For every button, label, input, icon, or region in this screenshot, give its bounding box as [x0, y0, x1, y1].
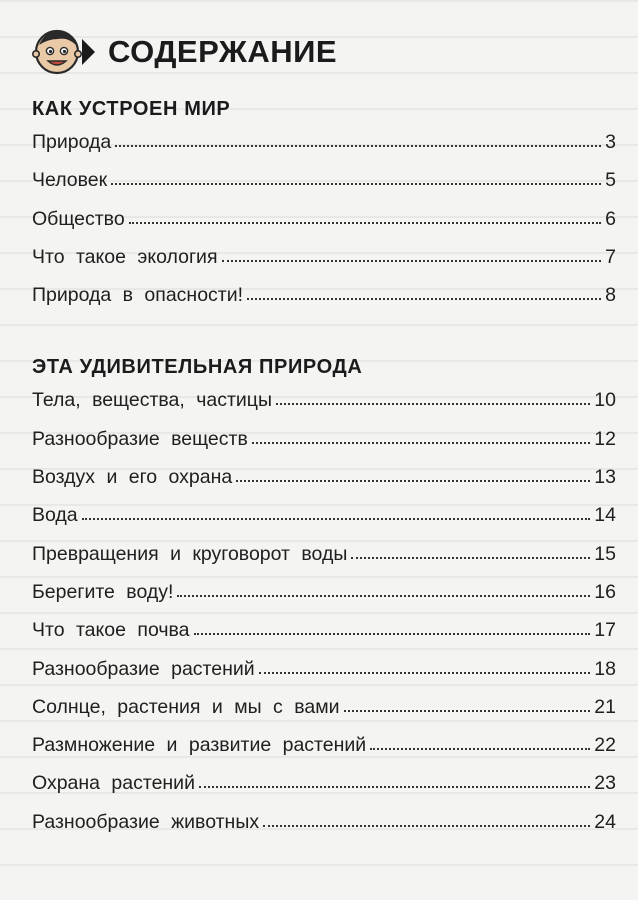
toc-entry-page: 5 [605, 169, 616, 192]
toc-entry-label: Разнообразие растений [32, 657, 255, 680]
toc-entry-label: Охрана растений [32, 772, 195, 795]
toc-entry-label: Вода [32, 504, 78, 527]
toc-entry-label: Что такое экология [32, 245, 218, 268]
toc-entry-page: 3 [605, 131, 616, 153]
toc-entry-label: Что такое почва [32, 619, 190, 642]
dot-leader [236, 478, 590, 482]
page-title: СОДЕРЖАНИЕ [108, 34, 338, 69]
page-header [32, 24, 616, 80]
toc-list-section-1 [32, 131, 616, 322]
toc-entry[interactable] [32, 428, 616, 466]
dot-leader [82, 516, 591, 520]
dot-leader [177, 593, 590, 597]
toc-entry[interactable] [32, 284, 616, 322]
dot-leader [247, 296, 601, 300]
toc-entry-page: 24 [594, 810, 616, 833]
toc-entry-page: 14 [594, 504, 616, 527]
toc-entry-label: Берегите воду! [32, 580, 174, 603]
toc-entry-label: Превращения и круговорот воды [32, 542, 348, 565]
dot-leader [194, 631, 591, 635]
toc-entry-page: 12 [594, 427, 616, 450]
dot-leader [263, 823, 590, 827]
toc-entry-label: Разнообразие животных [32, 810, 260, 833]
dot-leader [115, 143, 601, 147]
boy-face-icon [32, 27, 96, 77]
dot-leader [259, 670, 591, 674]
dot-leader [222, 258, 602, 262]
toc-entry-page: 23 [594, 772, 616, 795]
toc-entry-page: 17 [594, 619, 616, 642]
toc-list-section-2 [32, 389, 616, 849]
toc-entry-page: 13 [594, 466, 616, 489]
toc-entry[interactable] [32, 811, 616, 849]
toc-entry-page: 6 [605, 207, 616, 230]
toc-entry-page: 16 [594, 580, 616, 603]
toc-entry[interactable] [32, 734, 616, 772]
toc-entry-label: Воздух и его охрана [32, 466, 233, 489]
toc-entry[interactable] [32, 658, 616, 696]
toc-entry[interactable] [32, 504, 616, 542]
toc-entry-page: 21 [594, 695, 616, 718]
dot-leader [111, 181, 601, 185]
dot-leader [344, 708, 591, 712]
toc-entry-label: Природа в опасности! [32, 284, 244, 307]
table-of-contents-page [32, 24, 616, 849]
toc-entry-page: 8 [605, 284, 616, 307]
toc-entry[interactable] [32, 696, 616, 734]
toc-entry[interactable] [32, 619, 616, 657]
section-title-how-the-world-works: КАК УСТРОЕН МИР [32, 98, 231, 120]
dot-leader [276, 401, 590, 405]
toc-entry-page: 7 [605, 245, 616, 268]
toc-entry-label: Общество [32, 207, 125, 230]
toc-entry-page: 15 [594, 542, 616, 565]
dot-leader [351, 555, 590, 559]
dot-leader [252, 440, 590, 444]
toc-entry-label: Природа [32, 131, 112, 153]
toc-entry[interactable] [32, 581, 616, 619]
toc-entry[interactable] [32, 466, 616, 504]
toc-entry-label: Тела, вещества, частицы [32, 389, 272, 412]
toc-entry[interactable] [32, 772, 616, 810]
toc-entry-page: 18 [594, 657, 616, 680]
toc-entry[interactable] [32, 389, 616, 427]
dot-leader [370, 746, 590, 750]
toc-entry[interactable] [32, 208, 616, 246]
toc-entry-label: Человек [32, 169, 108, 192]
dot-leader [199, 784, 590, 788]
toc-entry[interactable] [32, 543, 616, 581]
toc-entry-page: 22 [594, 734, 616, 757]
dot-leader [129, 220, 601, 224]
toc-entry[interactable] [32, 131, 616, 169]
toc-entry-label: Разнообразие веществ [32, 427, 248, 450]
section-title-amazing-nature: ЭТА УДИВИТЕЛЬНАЯ ПРИРОДА [32, 356, 363, 379]
toc-entry-label: Солнце, растения и мы с вами [32, 695, 340, 718]
toc-entry-page: 10 [594, 389, 616, 412]
toc-entry[interactable] [32, 246, 616, 284]
toc-entry-label: Размножение и развитие растений [32, 734, 367, 757]
toc-entry[interactable] [32, 169, 616, 207]
